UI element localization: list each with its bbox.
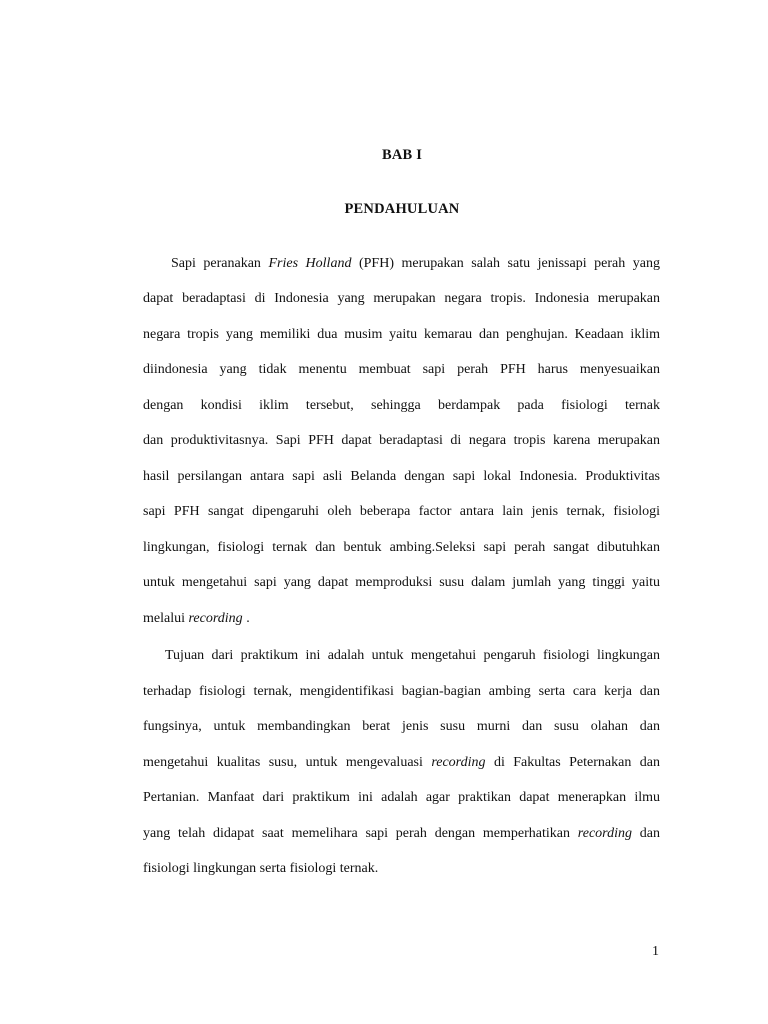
text-line: hasil persilangan antara sapi asli Belanda dengan sapi lokal Indonesia. Produktivitas [143,469,660,484]
text-line: mengetahui kualitas susu, untuk mengevaluasi recording di Fakultas Peternakan dan [143,755,660,770]
chapter-heading: BAB I [381,147,423,163]
text-line: diindonesia yang tidak menentu membuat sapi perah PFH harus menyesuaikan [143,362,660,377]
text-line: melalui recording . [143,611,250,626]
text-line: yang telah didapat saat memelihara sapi perah dengan memperhatikan recording dan [143,826,660,841]
text-line: sapi PFH sangat dipengaruhi oleh beberapa factor antara lain jenis ternak, fisiologi [143,504,660,519]
page-number: 1 [652,944,659,959]
text-line: dapat beradaptasi di Indonesia yang merupakan negara tropis. Indonesia merupakan [143,291,660,306]
text-line: dengan kondisi iklim tersebut, sehingga berdampak pada fisiologi ternak [143,398,660,413]
text-line: negara tropis yang memiliki dua musim yaitu kemarau dan penghujan. Keadaan iklim [143,327,660,342]
text-line: Pertanian. Manfaat dari praktikum ini adalah agar praktikan dapat menerapkan ilmu [143,790,660,805]
text-line: dan produktivitasnya. Sapi PFH dapat beradaptasi di negara tropis karena merupakan [143,433,660,448]
text-line: Sapi peranakan Fries Holland (PFH) merupakan salah satu jenissapi perah yang [171,256,660,271]
text-line: fisiologi lingkungan serta fisiologi ternak. [143,861,379,876]
text-line: Tujuan dari praktikum ini adalah untuk mengetahui pengaruh fisiologi lingkungan [165,648,660,663]
text-line: terhadap fisiologi ternak, mengidentifikasi bagian-bagian ambing serta cara kerja dan [143,684,660,699]
text-line: fungsinya, untuk membandingkan berat jenis susu murni dan susu olahan dan [143,719,660,734]
text-line: lingkungan, fisiologi ternak dan bentuk ambing.Seleksi sapi perah sangat dibutuhkan [143,540,660,555]
text-line: untuk mengetahui sapi yang dapat memproduksi susu dalam jumlah yang tinggi yaitu [143,575,660,590]
section-title: PENDAHULUAN [344,201,460,217]
